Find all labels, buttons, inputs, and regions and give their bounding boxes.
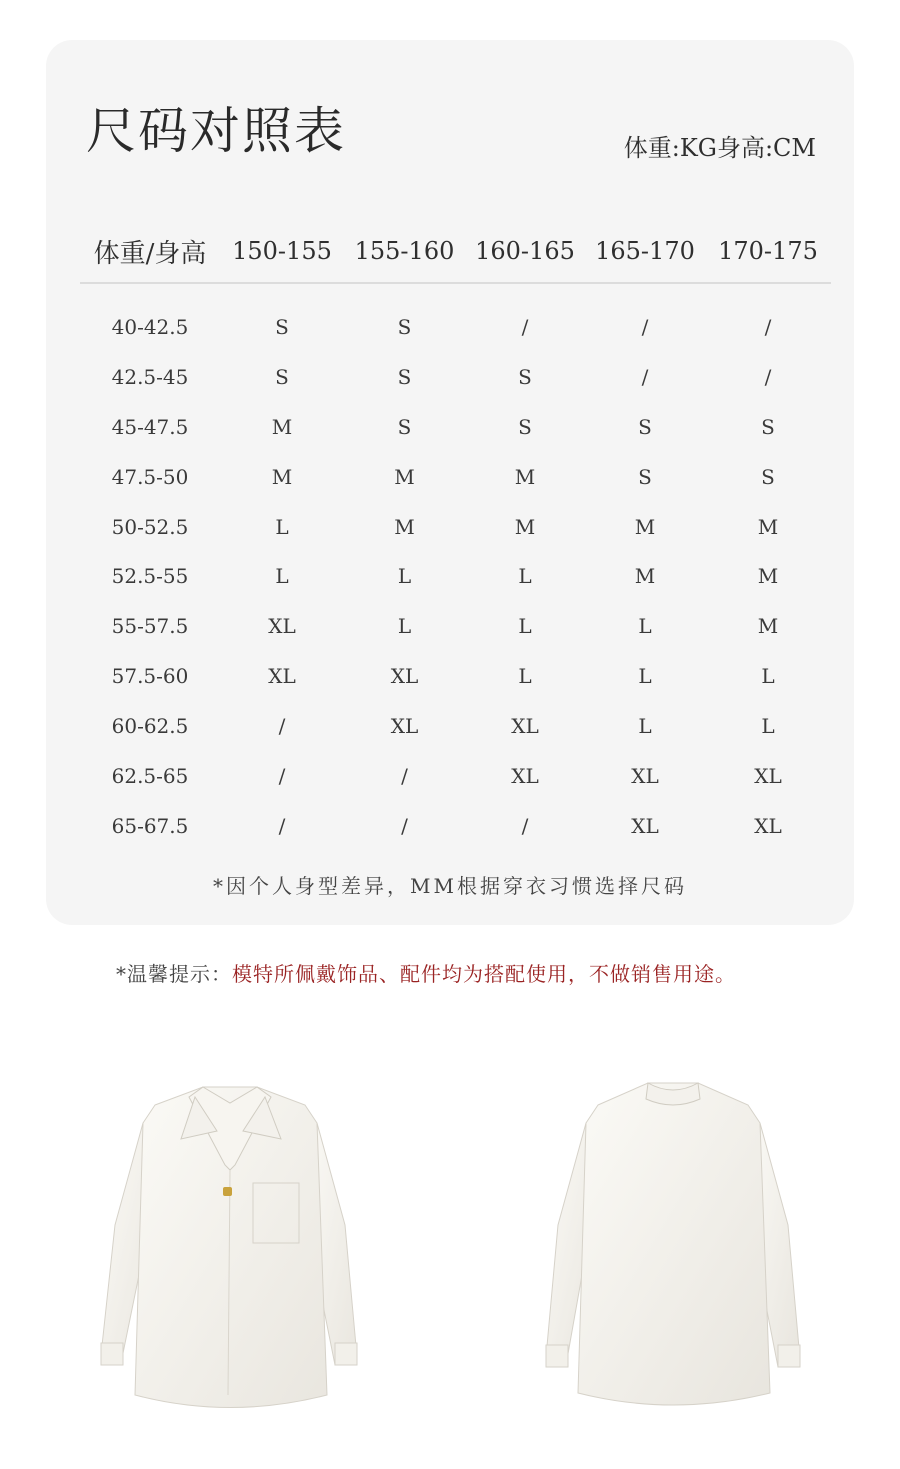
size-cell: L — [518, 614, 532, 639]
size-cell: M — [271, 464, 293, 489]
size-cell: M — [757, 564, 779, 589]
size-cell: L — [638, 614, 652, 639]
table-body — [80, 284, 831, 851]
table-row — [80, 452, 831, 502]
size-cell: L — [275, 514, 289, 539]
size-cell: S — [761, 414, 775, 439]
size-cell: S — [518, 364, 532, 389]
table-row — [80, 701, 831, 751]
size-chart-card — [46, 40, 854, 925]
size-cell: / — [641, 364, 649, 389]
weight-range-cell: 60-62.5 — [111, 714, 189, 739]
table-row — [80, 551, 831, 601]
size-chart-title: 尺码对照表 — [86, 102, 346, 160]
size-cell: M — [514, 464, 536, 489]
size-cell: S — [275, 314, 289, 339]
size-table — [80, 220, 831, 851]
size-cell: L — [761, 714, 775, 739]
size-cell: M — [394, 514, 415, 539]
size-cell: / — [278, 763, 286, 788]
size-cell: S — [397, 414, 412, 439]
warm-tip — [116, 958, 736, 987]
size-cell: XL — [268, 614, 296, 639]
size-cell: XL — [631, 813, 659, 838]
size-cell: XL — [631, 763, 659, 788]
size-cell: L — [397, 614, 412, 639]
table-row — [80, 502, 831, 552]
size-cell: XL — [511, 714, 539, 739]
size-cell: M — [757, 514, 779, 539]
size-cell: L — [761, 664, 775, 689]
size-cell: S — [518, 414, 532, 439]
size-cell: / — [521, 314, 529, 339]
size-cell: L — [275, 564, 289, 589]
weight-range-cell: 62.5-65 — [111, 763, 189, 788]
weight-range-cell: 50-52.5 — [111, 514, 189, 539]
size-cell: S — [275, 364, 289, 389]
table-row — [80, 651, 831, 701]
table-row — [80, 601, 831, 651]
table-header — [80, 220, 831, 284]
size-cell: M — [634, 514, 656, 539]
size-cell: / — [278, 813, 286, 838]
size-cell: L — [397, 564, 412, 589]
shirt-front-image — [95, 1075, 365, 1415]
size-cell: S — [761, 464, 775, 489]
weight-range-cell: 47.5-50 — [111, 464, 189, 489]
size-cell: XL — [390, 714, 419, 739]
size-cell: / — [278, 714, 286, 739]
size-cell: S — [397, 364, 412, 389]
header-cell: 160-165 — [475, 237, 575, 265]
header-cell: 150-155 — [232, 237, 332, 265]
size-cell: / — [641, 314, 649, 339]
header-cell: 165-170 — [595, 237, 695, 265]
weight-range-cell: 52.5-55 — [111, 564, 189, 589]
size-cell: S — [638, 414, 652, 439]
weight-range-cell: 55-57.5 — [111, 614, 189, 639]
tip-body: 模特所佩戴饰品、配件均为搭配使用，不做销售用途。 — [232, 962, 736, 986]
size-cell: / — [764, 314, 772, 339]
header-cell: 体重/身高 — [93, 238, 207, 269]
size-cell: XL — [511, 763, 539, 788]
size-cell: / — [521, 813, 529, 838]
table-row — [80, 801, 831, 851]
table-row — [80, 302, 831, 352]
weight-range-cell: 65-67.5 — [111, 813, 189, 838]
size-cell: / — [401, 813, 408, 838]
shirt-back-image — [538, 1075, 808, 1415]
size-cell: XL — [754, 813, 782, 838]
size-cell: M — [634, 564, 656, 589]
weight-range-cell: 57.5-60 — [111, 664, 189, 689]
weight-range-cell: 42.5-45 — [111, 364, 189, 389]
size-cell: / — [764, 364, 772, 389]
size-cell: M — [271, 414, 293, 439]
size-cell: S — [638, 464, 652, 489]
weight-range-cell: 45-47.5 — [111, 414, 189, 439]
size-cell: XL — [268, 664, 296, 689]
size-cell: L — [638, 664, 652, 689]
size-cell: M — [514, 514, 536, 539]
weight-range-cell: 40-42.5 — [111, 314, 189, 339]
header-cell: 155-160 — [354, 237, 455, 265]
header-cell: 170-175 — [718, 237, 818, 265]
size-cell: M — [757, 614, 779, 639]
size-cell: L — [518, 564, 532, 589]
size-cell: M — [394, 464, 415, 489]
size-cell: / — [401, 763, 408, 788]
unit-note: 体重:KG身高:CM — [623, 134, 816, 162]
table-row — [80, 751, 831, 801]
size-cell: XL — [390, 664, 419, 689]
tip-prefix: *温馨提示： — [116, 962, 232, 986]
size-cell: L — [638, 714, 652, 739]
table-row — [80, 402, 831, 452]
size-cell: L — [518, 664, 532, 689]
size-cell: S — [397, 314, 412, 339]
table-row — [80, 352, 831, 402]
size-cell: XL — [754, 763, 782, 788]
footnote: *因个人身型差异，MM根据穿衣习惯选择尺码 — [213, 874, 687, 898]
